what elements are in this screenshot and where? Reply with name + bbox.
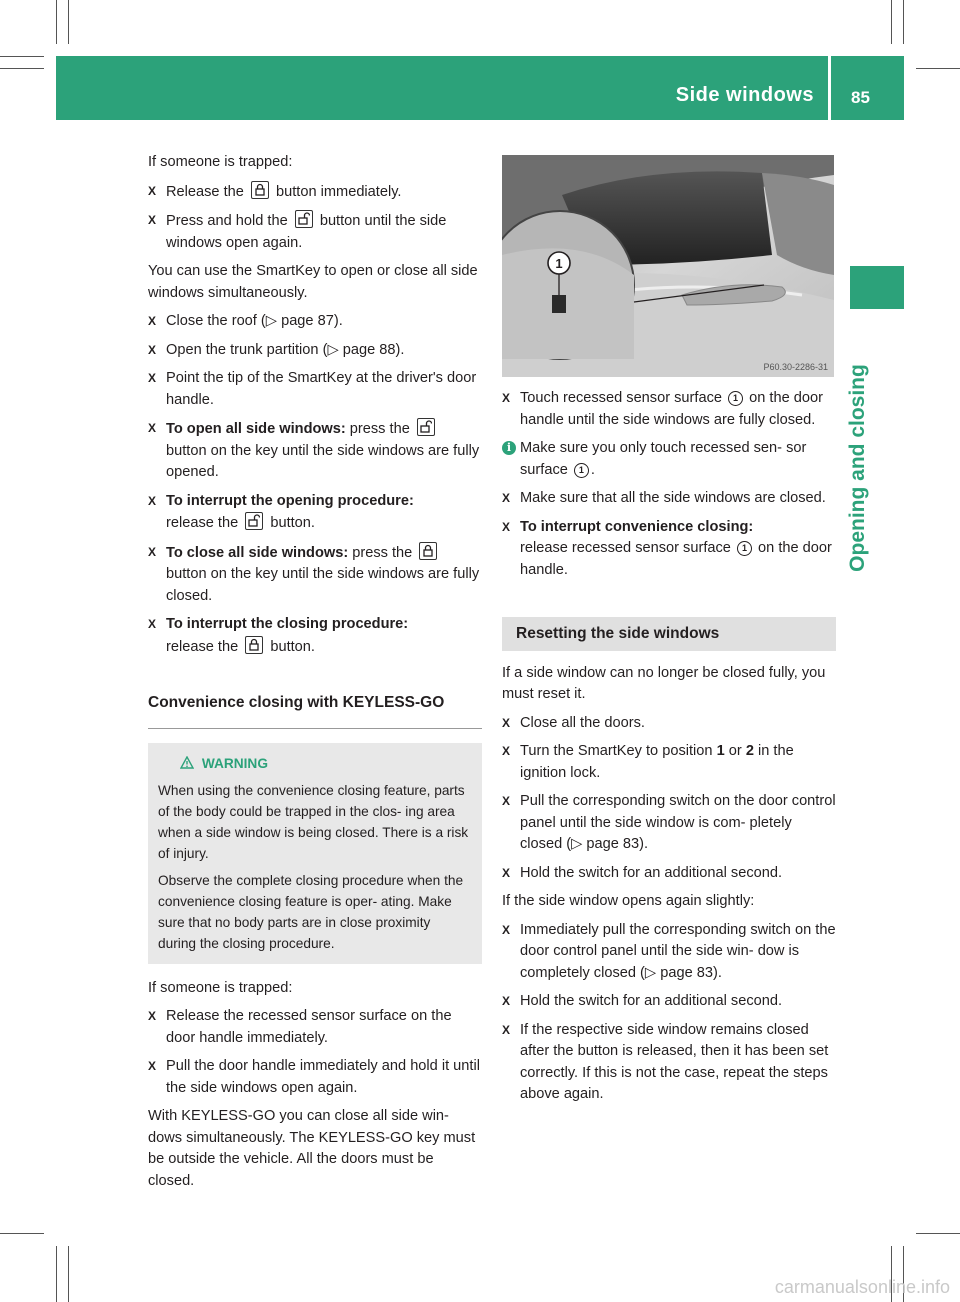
figure-callout-number: 1 <box>555 256 563 271</box>
step-text: Hold the switch for an additional second. <box>520 993 783 1009</box>
crop-mark <box>56 1246 57 1302</box>
chapter-tab-label: Opening and closing <box>846 364 869 572</box>
watermark: carmanualsonline.info <box>774 1277 950 1297</box>
crop-mark <box>0 68 44 69</box>
callout-number: 1 <box>737 541 752 556</box>
step-text: Pull the corresponding switch on the door control panel until the side window is com- pletely closed ( <box>520 793 836 852</box>
step-arrow-icon: X <box>502 922 511 937</box>
step-text: Press and hold the <box>166 213 288 229</box>
lock-icon <box>245 636 263 654</box>
instruction-step <box>148 542 482 608</box>
step-arrow-icon: X <box>502 491 511 505</box>
step-text: page 88). <box>342 341 405 358</box>
instruction-step <box>502 1020 836 1106</box>
warning-header <box>158 753 470 774</box>
crop-mark <box>0 1233 44 1234</box>
step-text: If the respective side window remains closed after the button is released, then it has been set correctly. If this is not the case, repeat the steps above again. <box>520 1021 829 1102</box>
step-arrow-icon: X <box>502 865 511 880</box>
info-text: Make sure you only touch recessed sen- sor surface <box>520 440 807 478</box>
step-text: button. <box>270 638 315 655</box>
unlock-icon <box>245 512 263 530</box>
step-arrow-icon: X <box>502 519 511 534</box>
header-divider <box>828 56 831 120</box>
step-text: Release the <box>166 183 244 200</box>
step-arrow-icon: X <box>148 342 157 357</box>
info-icon: i <box>502 441 516 455</box>
step-arrow-icon: X <box>148 213 157 227</box>
crop-mark <box>903 0 904 44</box>
instruction-step <box>502 920 836 985</box>
info-text: . <box>590 461 595 478</box>
step-text: page 83). <box>586 836 649 852</box>
step-text: release recessed sensor surface <box>520 540 731 556</box>
step-arrow-icon: X <box>148 421 157 435</box>
step-text: button. <box>270 515 315 531</box>
step-text: Close all the doors. <box>520 714 645 731</box>
step-text: page 83). <box>660 964 722 981</box>
paragraph: If a side window can no longer be closed fully, you must reset it. <box>502 664 826 702</box>
step-arrow-icon: X <box>502 994 511 1008</box>
page-number: 85 <box>851 88 870 107</box>
paragraph: If the side window opens again slightly: <box>502 893 755 909</box>
instruction-step <box>502 863 836 885</box>
instruction-step <box>148 418 482 484</box>
step-text: release the <box>166 638 239 655</box>
step-text: press the <box>349 421 410 437</box>
crop-mark <box>916 68 960 69</box>
page-ref-icon: ▷ <box>265 313 278 329</box>
step-text: Open the trunk partition ( <box>166 341 328 358</box>
paragraph: With KEYLESS-GO you can close all side win- dows simultaneously. The KEYLESS-GO key must be outside the vehicle. All the doors must be closed. <box>148 1108 476 1189</box>
section-heading-text: Resetting the side windows <box>516 625 720 642</box>
step-arrow-icon: X <box>502 1022 511 1037</box>
instruction-step <box>148 614 482 658</box>
instruction-step <box>148 210 482 254</box>
step-heading: To interrupt convenience closing: <box>520 518 754 535</box>
step-text: button until the side windows open again. <box>166 213 447 251</box>
callout-number: 1 <box>574 463 589 478</box>
paragraph: If someone is trapped: <box>148 154 293 170</box>
instruction-step <box>502 791 836 856</box>
step-text: Touch recessed sensor surface <box>520 390 722 406</box>
step-arrow-icon: X <box>148 544 157 559</box>
warning-title: WARNING <box>201 755 268 771</box>
step-arrow-icon: X <box>502 794 511 808</box>
page-header <box>56 56 904 120</box>
page-ref-icon: ▷ <box>571 836 583 852</box>
step-heading: To interrupt the closing procedure: <box>166 616 409 632</box>
step-text: Release the recessed sensor surface on the door handle immediately. <box>166 1008 452 1046</box>
page-ref-icon: ▷ <box>327 341 339 358</box>
crop-mark <box>68 1246 69 1302</box>
step-text: or <box>728 743 742 759</box>
section-heading <box>502 617 836 651</box>
unlock-icon <box>417 418 435 436</box>
step-heading: To close all side windows: <box>166 544 349 561</box>
step-heading: To interrupt the opening procedure: <box>166 492 414 509</box>
warning-text: Observe the complete closing procedure when the convenience closing feature is oper- ating. Make sure that no body parts are in close proximity during the closing procedure. <box>158 872 464 951</box>
instruction-step <box>148 491 482 535</box>
paragraph: If someone is trapped: <box>148 979 293 996</box>
callout-number: 1 <box>728 391 743 406</box>
info-note <box>502 438 836 481</box>
step-text: Hold the switch for an additional second. <box>520 864 783 881</box>
section-title: Side windows <box>675 84 814 106</box>
step-text: press the <box>352 544 413 561</box>
crop-mark <box>891 0 892 44</box>
step-text: Make sure that all the side windows are closed. <box>520 490 826 506</box>
step-arrow-icon: X <box>502 744 511 758</box>
crop-mark <box>56 0 57 44</box>
section-heading: Convenience closing with KEYLESS-GO <box>148 692 482 729</box>
step-text: in the ignition lock. <box>520 743 794 781</box>
unlock-icon <box>295 210 313 228</box>
step-arrow-icon: X <box>148 1009 157 1023</box>
step-arrow-icon: X <box>148 493 157 508</box>
step-arrow-icon: X <box>148 314 157 328</box>
position-number: 1 <box>716 743 725 759</box>
step-text: Immediately pull the corresponding switch on the door control panel until the side win- dow is completely closed ( <box>520 921 836 981</box>
step-text: button immediately. <box>276 183 402 200</box>
step-arrow-icon: X <box>148 617 157 631</box>
step-text: release the <box>166 515 239 531</box>
crop-mark <box>916 1233 960 1234</box>
instruction-step <box>148 311 482 333</box>
instruction-step <box>148 1006 482 1049</box>
crop-mark <box>68 0 69 44</box>
step-arrow-icon: X <box>148 371 157 385</box>
step-arrow-icon: X <box>502 715 511 730</box>
figure-code: P60.30-2286-31 <box>763 362 828 372</box>
step-text: Close the roof ( <box>166 313 266 329</box>
step-text: Point the tip of the SmartKey at the driver's door handle. <box>166 370 477 408</box>
instruction-step <box>502 713 836 735</box>
step-arrow-icon: X <box>148 183 157 198</box>
step-arrow-icon: X <box>502 391 511 405</box>
warning-text: When using the convenience closing feature, parts of the body could be trapped in the clos- ing area when a side window is being closed. There is a risk of injury. <box>158 782 469 861</box>
left-column <box>148 152 482 1199</box>
step-arrow-icon: X <box>148 1059 157 1073</box>
warning-triangle-icon <box>180 756 194 769</box>
lock-icon <box>251 181 269 199</box>
instruction-step <box>148 181 482 204</box>
chapter-marker <box>850 266 904 309</box>
position-number: 2 <box>745 743 754 759</box>
crop-mark <box>0 56 44 57</box>
chapter-tab <box>844 318 872 618</box>
step-text: button on the key until the side windows are fully closed. <box>166 566 480 604</box>
step-text: on the door handle until the side windows are fully closed. <box>520 390 823 428</box>
step-text: page 87). <box>281 313 343 329</box>
right-column <box>502 388 836 1113</box>
instruction-step <box>502 388 836 431</box>
instruction-step <box>502 517 836 582</box>
instruction-step <box>502 741 836 784</box>
instruction-step <box>148 340 482 362</box>
step-text: Pull the door handle immediately and hold it until the side windows open again. <box>166 1058 480 1096</box>
paragraph: You can use the SmartKey to open or close all side windows simultaneously. <box>148 263 478 301</box>
step-text: button on the key until the side windows are fully opened. <box>166 442 480 480</box>
instruction-step <box>502 488 836 510</box>
page-ref-icon: ▷ <box>644 964 657 981</box>
warning-box <box>148 743 482 964</box>
step-heading: To open all side windows: <box>166 421 346 437</box>
instruction-step <box>148 1056 482 1099</box>
instruction-step <box>502 991 836 1013</box>
instruction-step <box>148 368 482 411</box>
step-text: on the door handle. <box>520 540 832 578</box>
step-text: Turn the SmartKey to position <box>520 743 713 759</box>
lock-icon <box>419 542 437 560</box>
door-handle-photo <box>502 155 834 377</box>
